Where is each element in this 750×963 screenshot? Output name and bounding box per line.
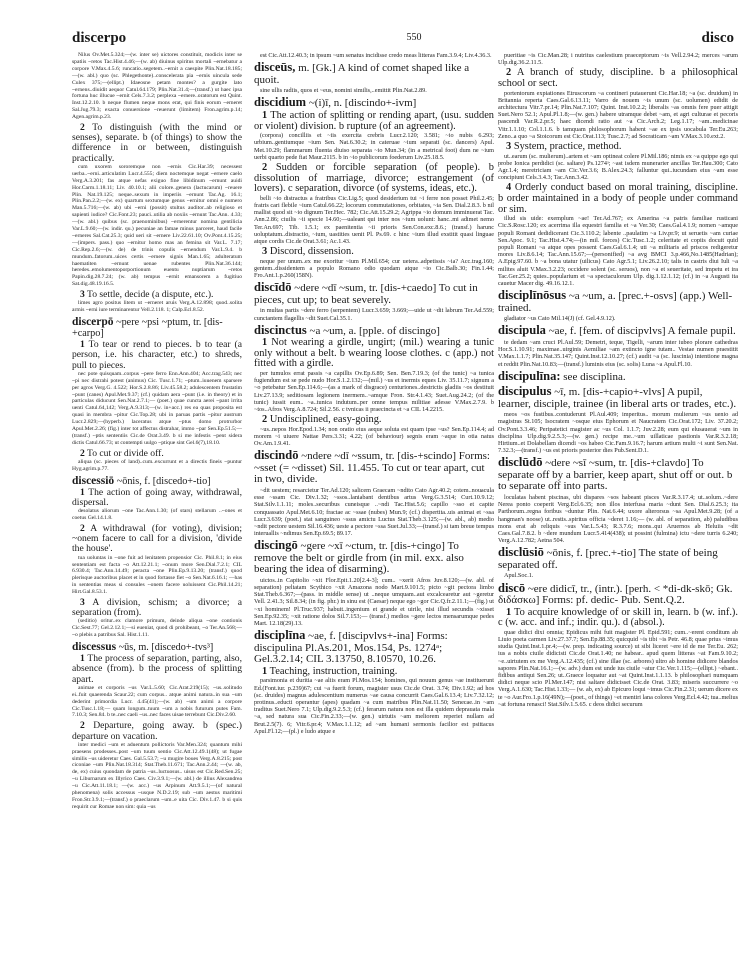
citation-block: te dedam ~am cruci Pl.Aul.59; Demetri, teque, Tigelli, ~arum inter iubeo plorare cathedras Hor.S.1.10.91; maximae..uirginis Aemiliae ~am extincto igne tutam.. Vestae numen praestitit V.Max.1.1.7; Plin.Nat.35.147; Quint.Inst.12.10.27; (cf.) audit ~a (sc. luscinia) intentione magna et reddit Plin.Nat.10.83;—(transf.) luminis eius (sc. solis) Luna ~a Apul.Fl.10.: [498, 338, 738, 368]
sense-number: 1: [506, 606, 512, 618]
citation-block: Nilus Ov.Met.5.324;—(w. inter se) uictores constituit, modicis inter se spatiis ~retos Tac.Hist.4.46;—(w. ab) diuinus spiritus mortali ~ernebatur a corpore V.Max.4.5.6; runcatio..segetem..~ernit a caespite Plin.Nat.18.185; —(w. abl.) quo (sc. Phlegethonte)..conscelerata pia ~ernis uincula sede Culex 375;—(ellipt.) Idaeosne petam montes? a gurgite lato ~ernens..diuidit aequor Catul.64.179; Plin.Nat.31.4;—(transf.) ut haec ipsa fortuna huc illucue ~ernit Cels.7.3.2; perplexa ~ernere..oratorum est Quint. Inst.12.2.10. b neque flumen neque mons erat, qui finis eorum ~erneret Sal.Jug.79.3; exacta conuersione ~reuerunt (limitem) Fron.agrim.p.14; Agen.agrim.p.23.: [72, 52, 242, 121]
dictionary-entry-headword: [498, 368, 738, 384]
dictionary-entry-headword: [498, 290, 738, 314]
sense-text: Departure, going away. b (spec.) departure on vacation.: [72, 720, 242, 742]
sense-number: 2: [262, 414, 268, 426]
page-number: 550: [406, 32, 422, 43]
citation-block: in multas partis ~dere ferro (serpentem) Lucr.3.659; 3.669;—uide ut ~dit labrum Ter.Ad.559; cunctantem flagellis ~dit Suet.Cal.35.1.: [254, 307, 494, 322]
headword-grammar: ~ūs, m. [discedo+-tvs³]: [118, 642, 214, 654]
citation-block: pueritiae ~is Cic.Man.28; i nutritus caelestium praeceptorum ~is Vell.2.94.2; merces ~arum Ulp.dig.36.2.11.5.: [498, 52, 738, 67]
citation-block: nec pote quisquam..corpus ~pere ferro Enn.Ann.404; Acc.trag.543; nec ~pi nec distrahi potest (animus) Cic. Tusc.1.71; ~ptum..iuuenem sparsere per agros Verg.G. 4.522; Hor.S.2.8.86; Liv.45.58.2; adulescentem frustatim ~punt (canes) Apul.Met.9.37; (cf.) quidam aera ~punt (i.e. in theory) et in particulas diducunt Sen.Nat.2.7.1;— (poet.) quae cuncta aerei ~pant irrita uenti Catul.64,142; Verg.A.9.313;—(w. in+acc.) res ea quas proposita est quasi in membra ~pitur Cic.Top.28; ubi in paruas partis ~pitur austrum Lucr.2.829;—(hyperb.) laceratus atque ~ptus domo protrurbor Apul.Met.2.26; (fig.) inter tot affectus distrahar, immo ~par Sen.Ep.51.5;—(transf.) ~ptis sententiis Cic.de Orat.3.49. b si me infestis ~pent sidera dictis Catul.66.73; ut contempti uulgo ~ptique sint Gel.6(7),18.10.: [72, 370, 242, 446]
sense-number: 3: [506, 141, 512, 153]
headword-grammar: ~ōnis, f. [discedo+-tio]: [116, 475, 211, 487]
sense-definition: [254, 163, 494, 195]
sense-definition: [254, 247, 494, 258]
dictionary-entry-headword: [498, 457, 738, 493]
citation-block: per tumulos errat passis ~a capillis Ov.Ep.6.89; Sen. Ben.7.19.3; (of the tunic) ~a tunica fugiendum est se pede nudo Hor.S.1.2.132;—(mil.) ~us et inermis eques Liv. 35.11.7; signum a ~o petebatur Sen.Ep.114.6;—(as a mark of disgrace) centuriones..destrictis gladiis ~os destituit Liv.27.13.9; seditiosam legionem inermem..~amque Fron. Str.4.1.43; Suet.Aug.24.2; (of the tunic) iussit eum.. ~a..tunica indutum..per omne tempus militiae adesse V.Max.2.7.9. b ~tos..Afros Verg.A.8.724; Sil.2.56. c tvnicas ii praecincta et ~a CIL 14.2215.: [254, 370, 494, 414]
dictionary-entry-headword: [498, 386, 738, 410]
headword-grammar: ~a ~um, a. [prec.+-osvs] (app.) Well-trained.: [498, 290, 733, 314]
headword-grammar: ~(i)ī, n. [discindo+-ivm]: [308, 97, 417, 110]
dictionary-entry-headword: [498, 580, 738, 607]
sense-text: A division, schism; a divorce; a separation (from).: [72, 597, 242, 619]
dictionary-entry-headword: [72, 476, 242, 487]
sense-number: 2: [80, 122, 85, 134]
sense-definition: [254, 415, 494, 426]
sense-number: 1: [262, 665, 268, 677]
headword: discidium: [254, 95, 307, 110]
citation-block: cum uxorem sororemque non ~ernis Cic.Har.39; necessest uerba..~erni..articulatim Lucr.4.555; diem noctemque negat ~ernere caelo Verg.A.3.201; fas atque nefas exiguo fine libidinum ~ernunt auidi Hor.Carm.1.18.11; Liv. 40.10.1; alii colore..genera (lactucarum) ~reuere Plin. Nat.19.125; neque..sexum in imperiis ~ernunt Tac.Ag. 16.1; Plin.Pan.2.2;—(w. ex) quartum sextumque genus ~ernitur omni e numero Man.5.716;—(w. ab) ubi ~erni (possit) stultus auditor..ab religioso et sapienti iudice? Cic.Font.23; pauci..utilia ab noxiis ~ernunt Tac.Ann. 4.33;—(w. abl.) quibus (sc. praenominibus) ~ernerentur nomina gentilicia Var.L.9.60;—(w. indir. qu.) pecuniae an famae minus parceret, haud facile ~erneres Sal.Cat.25.3; quid ueri sit ~ernere Liv.22.61.10; Ov.Pont.4.15.25;—(impers. pass.) quo ~ernitur homo mas an femina sit Var.L. 7.17; Cic.Rep.2.6;—(w. de) de trinis copulis ~ernendum Var.L.9.4. b mundum..fatorum..uices certis ~ernere signis Man.1.65; adulteratum haematiten ~ernunt uenae rubentes Plin.Nat.36.144; heredes..emolumentoporportionum euentu nuptiarum ~retos Papin.dig.28.7.24; (w. ab) tempus ~ernit emansorem a fugitiuo Sat.dig.48.19.16.5.: [72, 163, 242, 288]
headword-grammar: see disciplina.: [563, 370, 626, 383]
sense-definition: [498, 142, 738, 153]
headword-grammar: ~ere didicī, tr., (intr.). [perh. < *di-dk-skō; Gk. διδάσκω] Forms: pf. dedic- Pub. Sent.Q.2.: [498, 582, 733, 607]
headword: disclūsiō: [498, 545, 544, 560]
citation-block: limes agro positus litem ut ~erneret aruis Verg.A.12.898; quod..solita armis ~erni iure terminarentur Vell.2.118. 1; Calp.Ecl.8.52.: [72, 300, 242, 314]
citation-block: (seditio) oritur..ex clamore primum, deinde aliqua ~one contionis Cic.Sest.77; Gel.2.12.1;—si eueniat, quod di prohibeant, ~o Ter.An.568;—~o plebis a patribus Sal. Hist.1.11.: [72, 618, 242, 639]
sense-number: 2: [80, 720, 85, 732]
column-middle: [254, 52, 494, 940]
headword-grammar: ~a ~um, a. [pple. of discingo]: [309, 324, 440, 337]
sense-text: Not wearing a girdle, ungirt; (mil.) wearing a tunic only without a belt. b wearing loose clothes. c (app.) not fitted with a girdle.: [254, 337, 494, 370]
sense-definition: [72, 123, 242, 164]
text-columns: [70, 52, 738, 940]
sense-number: 2: [80, 523, 85, 535]
citation-block: quae didici dixi omnia; Epidicus mihi fuit magister Pl. Epid.591; cum..~erent conditum ab Liuio poeta carmen Liv.27.37.7; Sen.Ep.88.35; quicquid ~is tibi ~is Petr. 46.8; quae prius ~imus studia Quint.Inst.1.pr.4;—(w. prep. indicating source) ut sibi liceret ~ere id de me Ter.Eu. 262; ius a nobis ciuile didicisti Cic.de Orat.1.40; ne habear.. apud quem litteras ~at Fam.9.10.2; ~e..uirtutem ex me Verg.A.12.435; (cf.) sine illae (sc. arbores) ultro ab homine didicere blandos sapores Plin.Nat.16.1;—(w. adv.) dum est unde ius ciuile ~atur Cic.Ver.1.115;—(ellipt.) ~ebant.. fidibus antiqui Sen.26; ut..Graece loquatur aut ~at Quint.Inst.1.1.13. b philosophari numquam didici neque scio Pl.Mer.147; nisi saltare didicisset Cic.de Orat. 3.83; miseris succurrere ~o Verg.A.1.630; Tac.Hist.1.33;— (w. ab, ex) ab Epicuro loqui ~imus Cic.Fin.2.31; uerum dicere ex te ~o Aur.Fro.1.p.16(49N);—(poet., of things) ~et mentiri lana colores Verg.Ecl.4.42; tua..melius ~at fortuna renasci! Stat.Silv.1.5.65. c deos didici securum: [498, 628, 738, 708]
sense-text: Orderly conduct based on moral training, discipline. b order maintained in a body of people under command or sim.: [498, 182, 738, 215]
headword: discessus: [72, 641, 117, 654]
headword: disciplīna: [254, 628, 306, 643]
sense-text: The process of separation, parting, also, absence (from). b the process of splitting apart.: [72, 653, 242, 685]
sense-number: 3: [262, 246, 268, 258]
sense-definition: [498, 183, 738, 215]
citation-block: ut..earum (sc. mulierum)..artem et ~am optineat colere Pl.Mil.186; nimis ex ~a quippe ego qui probe Ionica perdidici (sc. saltare) Ps.1274ᵃ; ~ast isdem munerarier ancillas Ter.Hau.300; Cato Agr.1.4; meretriciam ~am Cic.Ver.3.6; B.Alex.24.3; falluntur qui..iucundam eius ~am esse concipiunt Cels.3.4.3; Tac.Ann.3.42.: [498, 152, 738, 182]
headword: discipulīna:: [498, 368, 561, 383]
citation-block: ~us..nepos Hor.Epod.1.34; non oratio eius aeque soluta est quam ipse ~us? Sen.Ep.114.4; ad morem ~i uiuere Nattae Pers.3.31; 4.22; (of behaviour) segnis eram ~aque in otia natus Ov.Am.1.9.41.: [254, 425, 494, 448]
column-left: [72, 52, 242, 940]
sense-number: 1: [80, 653, 85, 665]
dictionary-entry-headword: [254, 450, 494, 486]
sense-text: The action of going away, withdrawal, dispersal.: [72, 486, 242, 508]
headword: discipulus: [498, 384, 552, 399]
sense-text: A branch of study, discipline. b a philosophical school or sect.: [498, 67, 738, 89]
sense-definition: [498, 608, 738, 629]
sense-number: 1: [80, 339, 85, 351]
citation-block: sine ullis radiis, quos et ~eus, nomini similis,..emittit Plin.Nat.2.89.: [260, 87, 427, 95]
sense-text: To acquire knowledge of or skill in, learn. b (w. inf.). c (w. acc. and inf.; indir. qu.). d (absol.).: [498, 606, 738, 629]
dictionary-entry-headword: [72, 317, 242, 339]
sense-definition: [254, 667, 494, 678]
sense-text: A withdrawal (for voting), division; ~onem facere to call for a division, 'divide the house'.: [72, 523, 242, 555]
sense-definition: [72, 654, 242, 685]
headword: discindō: [254, 448, 299, 463]
citation-block: meos ~os fustibus..contuderunt Pl.Aul.409; imperitus.. morum mulierum ~us uenio ad magistras St.105; Isocratem ~osque eius Ephorum et Naucratem Cic.Orat.172; Liv. 37.20.2; Ov.Pont.3.3.46; Peripatetici magister ac ~us Col. 1.1.7; Juv.2.28; eum qui elusauerat ~um in disciplina Ulp.dig.9.2.5.3;—(w. gen.) recipe me..~um uillaticae pastionis Var.R.3.2.18; Hirtium..et Dolabellam dicendi ~os habeo Cic.Fam.9.16.7; harum artium multi ~i sunt Sen.Nat. 7.32.3;—(transf.) ~us est prioris posterior dies Pub.Sent.D.1.: [498, 411, 738, 455]
dictionary-entry-headword: [254, 540, 494, 576]
citation-block: gladiator ~us Cato Mil.14(J) (cf. Gel.4.9.12).: [504, 315, 616, 323]
citation-block: belli ~io distractus a fratribus Cic.Lig.5; quod desiderium tui ~i ferre non posset Phil.2.45; fratris cari flebile ~ium Catul.66.22; locorum commutationes, orbitates, ~ia Sen. Dial.2.8.3. b nil mallist quod sit ~io dignum Ter.Hec. 782; Cic.Att.15.29.2; Agrippa ~io domum imminuerat Tac. Ann.2.86; ciuilis ~ii specie 14.60;—ualeant qui inter nos ~ium uolunt: hanc..mi adimet nemo Ter.An.697; Tib. 1.5.1; ex paenitentia ~ii prioris Sen.Con.exc.8.6.; (transf.) harunc uoluptatum..distractio, ~ium, uastities uenit Pl. Ps.69. c hinc ~ium illud exstitit quasi linguae atque cordis Cic.de Orat.3.61; Ac.1.43.: [254, 194, 494, 245]
sense-number: 1: [262, 337, 268, 349]
column-right: [498, 52, 738, 940]
headword-grammar: ~ae, f. [discipvlvs+-ina] Forms: discipulina Pl.As.201, Mos.154, Ps. 1274ᵃ; Gel.3.2.14; CIL 3.13750, 8.10570, 10.26.: [254, 630, 448, 666]
citation-block: aliqua (sc. pieces of land)..cum..excurrunt et a directis fineis ~puntur Hyg.agrim.p.77.: [72, 458, 242, 472]
headword: discīdō: [254, 280, 292, 295]
sense-number: 3: [80, 289, 85, 301]
sense-number: 1: [262, 109, 268, 121]
headword: discinctus: [254, 322, 307, 337]
sense-number: 2: [262, 161, 268, 173]
headword-grammar: m. [Gk.] A kind of comet shaped like a quoit.: [254, 62, 470, 86]
sense-definition: [72, 449, 242, 459]
dictionary-entry-headword: [254, 282, 494, 306]
headword-grammar: ~ae, f. [fem. of discipvlvs] A female pupil.: [548, 325, 736, 338]
sense-text: To settle, decide (a dispute, etc.).: [87, 289, 214, 301]
sense-definition: [72, 290, 242, 300]
right-guide-word: disco: [701, 30, 734, 46]
sense-definition: [72, 721, 242, 741]
sense-text: The action of splitting or rending apart, (usu. sudden or violent) division. b rupture (of an agreement).: [254, 109, 494, 132]
citation-block: est Cic.Att.12.40.3; in ipsum ~um senatus incidisse credo meas litteras Fam.3.9.4; Liv.4.36.3.: [260, 52, 492, 59]
citation-block: illud sis uide: exemplum ~ae! Ter.Ad.767; ex Amerina ~a patris familiae rusticani Cic.S.Rosc.120; ex acerrima illa equestri familia et ~a Ver.30; Caes.Gal.4.1.9; nomen ~amque populi Romani dedidicerant Cic.3.110.2; labente ..paulatim ~a Liv.pr.9; ut seruetis ~am curiae Sen.Apoc. 9.1; Tac.Hist.4.74;—(in mil. forces) Cic.Tusc.1.2; celeritate et copiis docuit quid populi Romani ~a atque opes possent Caes.Gal.6.1.4; uti ~a militaris ad priscos redigeretur mores Liv.8.6.14; Tac.Ann.15.67;—(personified) ~a avg BMCI 3.p.466,No.1485(Hadrian); A.Epig.97.60. b ~a bona utatur (uilicus) Cato Agr.5.1; Liv.26.2.10; talis in castris diui Iuli ~a milites aluit V.Max.3.2.23; occidere solent (sc. seruos), non ~a et seueritate, sed impetu et ira Tac.Ger.25.2; quies..popularium et ~a spectaculorum Ulp. dig.1.12.1.12; (cf.) in ~a Augusti ita cauetur Macer dig. 49.16.12.1.: [498, 215, 738, 288]
citation-block: portentorum expiationes Etruscorum ~a contineri putauerunt Cic.Har.18; ~a (sc. druidum) in Britannia reperta Caes.Gal.6.13.11; Varro de nouem ~is unum (sc. uolumen) edidit de architectura Vitr.7.pr.14; Plin.Nat.7.107; Quint. Inst.10.2.2; liberalis ~as omnis fere puer attigit Suet.Nero 52.1; Apul.Pl.1.8;—(w. gen.) habere utramque debet ~am, et agri culturae et pecoris pascendi Var.R.2.pr.5; haec dicendi ratio aut ~a Cic.Arch.2; Leg.1.17; ~am..medicinae Vitr.1.1.10; Col.1.1.6. b tamquam philosophorum habent ~ae ex ipsis uocabula Ter.Eu.263; Zeno..a quo ~a Stoicorum est Cic.Orat.113; Tusc.2.7; ad Socraticam ~am V.Max.3.10.ext.2.: [498, 89, 738, 140]
sense-text: To distinguish (with the mind or senses), separate. b (of things) to show the difference in or between, distinguish practically.: [72, 122, 242, 164]
running-head: [70, 30, 738, 52]
headword: discerpō: [72, 316, 114, 329]
headword-grammar: ~gere ~xī ~ctum, tr. [dis-+cingo] To remove the belt or girdle from (in mil. exx. also bearing the idea of disarming).: [254, 540, 464, 576]
headword: discō: [498, 580, 526, 595]
citation-block: uictos..in Capitolio ~xit Flor.Epit.1.20[2.4-3]; cum.. ~xerit Afros Juv.8.120;—(w. abl. of separation) peltatam Scythico ~xit Amazona nodo Mart.9.101.5; picto ~git pectora limbo Stat.Theb.6.367;—(pass. in middle sense) ut ..neque umquam..aut excalcearetur aut ~geretur Vell. 2.41.3; Sil.8.34; (in fig. phr.) in sinu est (Caesar) neque ego ~gor Cic.Q.fr.2.11.1;—(fig.) ut ~xi hominem! Pl.Truc.937; habuit..ingenium et grande et uirile, nisi illud secundis ~xisset Sen.Ep.92.35; ~xit ratione dolos Sil.7.153;— (transf.) medios ~gere lectos mensarumque pedes Mart. 12.18(29).13.: [254, 576, 494, 628]
dictionary-entry-headword: [72, 642, 242, 653]
sense-text: Teaching, instruction, training.: [269, 665, 398, 677]
citation-block: tua uoluntas in ~one fuit ad lenitatem propensior Cic. Phil.8.1; in eius sententiam est facta ~o Att.12.21.1; ~onum more Sen.Dial.7.2.1; CIL 6.930.4; Tac.Ann.14.49; peracta ~one Plin.Ep.9.13.20; (transf.) quod plerisque auctoribus placet et in quod fortasse fiet ~o Sen.Nat.6.16.1; —has in sententias meas si consules ~onem facere uoluissent Cic.Phil.14.21; Hirt.Gal.8.53.1.: [72, 554, 242, 596]
left-guide-word: discerpo: [72, 30, 127, 46]
citation-block: parsimonia et duritia ~ae aliis eram Pl.Mos.154; homines, qui nouum genus ~ae instituerunt Ed.(Font.iur. p.239)67; cui ~a fuerit forum, magister usus Cic.de Orat. 3.74; Div.1.92; ad hos (sc. druides) magnus adulescentium numerus ~ae causa concurrit Caes.Gal.6.13.4; Liv.7.32.12; protinus..educti operantur (apes) quadam ~a cum matribus Plin.Nat.11.50; Senecae..in ~am traditus Suet.Nero 7.1; Ulp.dig.9.2.5.3; (cf.) ferarum natura non est illa quidem deprauata mala ~a, sed natura sua Cic.Fin.2.33;—(w. gen.) uirtutis ~am meliorem reperiet nullam ad Brut.2.5(7). 6; Vitr.6.pr.4; V.Max.1.1.12; ad ~am humani sermonis facilior est psittacus Apul.Fl.12;—(pl.) e ludo atque e: [254, 677, 494, 735]
sense-text: Sudden or forcible separation (of people). b dissolution of marriage, divorce; estrangement (of lovers). c separation, divorce (of systems, ideas, etc.).: [254, 161, 494, 195]
citation-block: animae et corporis ~us Var.L.5.60; Cic.Arat.219(15); ~us..solitudo ei..fuit quaerenda Scaur.22; cum corpus.. atque animi natura..in sua ~um dederint primordia Lucr. 4.45(41);—(w. ab) ~um animi a corpore Cic.Tusc.1.18;— quam longum..tuum ~um a nobis futurum putes Fam. 7.10.3; Sen.84. b te..nec caeli ~us..nec faces uisae terrebunt Cic.Div.2.60.: [72, 684, 242, 719]
dictionary-entry-headword: [254, 322, 494, 338]
headword-grammar: ~dere ~sī ~sum, tr. [dis-+clavdo] To separate off by a barrier, keep apart, shut off or out. b to separate off into parts.: [498, 457, 733, 493]
citation-block: loculatas habent piscinas, ubi dispares ~sos habeant pisces Var.R.3.17.4; ut..solum..~dere Nerea ponto coeperit Verg.Ecl.6.35; non illos interfusa maria ~dunt Sen. Dial.6.25.3; ita Parthorum..regna foribus ~duntur Plin. Nat.6.44; uxore alterorsus ~sa Apul.Met.9.28; (of a hangman's noose) ut..restis..spiritus officia ~deret 1.16;— (w. abl. of separation, ab) paludibus mons erat ab reliquis ~sus Var.L.5.43; R.3.7.6; mons..qui Aruernos ab Heluiis ~dit Caes.Gal.7.8.2. b ~dere mundum Lucr.5.414(438); ut possint (fulmina) ictu ~dere turris 6.240; Verg.A.12.782; Aetna 504.: [498, 493, 738, 545]
dictionary-entry-headword: [254, 97, 494, 110]
dictionary-entry-headword: [498, 547, 738, 571]
headword-grammar: ~dere ~dī ~sum, tr. [dis-+caedo] To cut in pieces, cut up; to beat severely.: [254, 282, 478, 306]
sense-definition: [72, 488, 242, 508]
headword: discipula: [498, 323, 546, 338]
dictionary-entry-headword: [254, 62, 494, 86]
headword: disclūdō: [498, 455, 543, 470]
dictionary-page: [70, 30, 738, 940]
citation-block: desolatus aliorum ~one Tac.Ann.1.30; (of stars) stellarum ..~ones et coetus Gel.14.1.8.: [72, 508, 242, 522]
citation-block: ~dit uestem; resarcietur Ter.Ad.120; salicem Graecam ~ndito Cato Agr.40.2; cotem..nouacula esse ~ssam Cic. Div.1.32; ~ssos..laniabant dentibus artus Verg.G.3.514; Curt.10.9.12; Stat.Silv.1.1.11; moles..securibus cuneisque ..~ndi Tac.Hist.5.6; capillo ~sso et capite conquassato Apul.Met.6.10; fractae ac ~ssae (nubes) Mun.9; (cf.) dispertita..uis animai et ~ssa Lucr.3.639; (poet.) stat sanguineo ~ssus amictu Luctus Stat.Theb.3.125;—(w. abl., ab) medio ~ndit pectore uestem Sil.16.436; ueste a pectore ~ssa Suet.Jul.33;—(transf.) si tam breue tempus interuallis ~ndimus Sen.Ep.69.5; 89.17.: [254, 486, 494, 538]
sense-number: 1: [80, 486, 85, 498]
sense-number: 2: [506, 67, 512, 79]
headword-grammar: ~pere ~psi ~ptum, tr. [dis-+carpo]: [72, 317, 223, 340]
dictionary-entry-headword: [254, 630, 494, 666]
sense-text: Discord, dissension.: [269, 246, 354, 258]
headword-grammar: ~ōnis, f. [prec.+-tio] The state of being separated off.: [498, 547, 718, 571]
sense-text: Undisciplined, easy-going.: [269, 414, 382, 426]
citation-block: (corpora) concilliis et ~iis exercita crebris Lucr.2.120; 3.581; ~io nubis 6.293; urbium..gentiumque ~ium Sen. Nat.6.30.2; in cateruae ~ium separati (sc. dancers) Apul. Met.10.29; flammarum fluenta diuiso separata ~io Mun.34; (in a metrical foot) dum ne ~ium uerbi quarto pede fiat Maur.2115. b in ~io publicorum foederum Liv.25.18.5.: [254, 132, 494, 161]
headword: discingō: [254, 538, 298, 553]
sense-number: 2: [80, 447, 85, 459]
sense-definition: [498, 68, 738, 89]
sense-text: To tear or rend to pieces. b to tear (a person, i.e. his character, etc.) to shreds, pull to pieces.: [72, 339, 242, 371]
sense-text: System, practice, method.: [513, 141, 622, 153]
headword: disceūs,: [254, 60, 296, 75]
headword: discessiō: [72, 474, 115, 487]
headword-grammar: ~ī, m. [dis-+capio+-vlvs] A pupil, learner, disciple, trainee (in liberal arts or trades, etc.).: [498, 386, 737, 410]
sense-number: 4: [506, 182, 512, 194]
sense-definition: [254, 111, 494, 132]
sense-definition: [254, 338, 494, 370]
sense-definition: [72, 340, 242, 371]
sense-definition: [72, 524, 242, 555]
sense-number: 3: [80, 597, 85, 609]
sense-text: To cut or divide off.: [87, 447, 164, 459]
sense-definition: [72, 598, 242, 618]
dictionary-entry-headword: [498, 325, 738, 338]
headword: disciplīnōsus: [498, 288, 567, 303]
citation-block: Apul.Soc.1.: [504, 572, 534, 580]
citation-block: neque per unum..ex me exoritur ~ium Pl.Mil.654; cur uetera..adpetissis ~ia? Acc.trag.160; gentem..dissidentem a populo Romano odio quodam atque ~io Cic.Balb.30; Fin.1.44; Fro.Ant.1.p.260(158N).: [254, 257, 494, 280]
citation-block: inter medici ~um et aduentum pollictoris Var.Men.324; quantum mihi praesens prodesses..post ~um tuum sentio Cic.Att.12.49.1(48); ut fugae similis ~us uideretur Caes. Gal.5.53.7; ~u mugire boues Verg.A.8.215; post ciconiae ~um Plin.Nat.18.314; Stat.Theb.11.671; Tac.Ann.2.44; —(w. ab, de, ex) cuius quondam de patria ~us..luctuosus.. uisus est Cic.Red.Sen.25; ~u Liburnarum ex Illyrico Caes. Civ.3.9.1;—(w. abl.) de illius Alexandrea ~u Cic.Att.11.18.1; —(w. acc.) ~us Arpinum Att.9.5.1;—(of natural phenomena) solis accessus ~usque N.D.2.19; sub ~um aestus maritimi Fron.Str.3.9.1;—(transf.) o praeclarum ~um..e uita Cic. Div.1.47. b si quis requirit cur Romae non sim: quia ~us: [72, 741, 242, 810]
headword-grammar: ~ndere ~dī ~ssum, tr. [dis-+scindo] Forms: ~sset (= ~disset) Sil. 11.455. To cut or tear apart, cut in two, divide.: [254, 450, 490, 486]
